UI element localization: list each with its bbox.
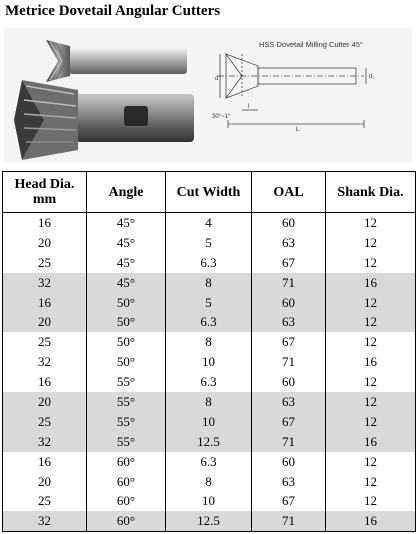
cell-cut-width: 4 xyxy=(166,213,252,233)
cell-oal: 60 xyxy=(252,213,326,233)
cell-oal: 67 xyxy=(252,491,326,511)
cell-cut-width: 10 xyxy=(166,491,252,511)
svg-text:d₁: d₁ xyxy=(369,74,375,80)
cell-angle: 50° xyxy=(87,332,166,352)
cell-shank-dia: 16 xyxy=(326,432,416,452)
cell-angle: 60° xyxy=(87,452,166,472)
cell-angle: 50° xyxy=(87,312,166,332)
header-head-dia: Head Dia. mm xyxy=(3,172,87,213)
cell-shank-dia: 12 xyxy=(326,372,416,392)
table-row xyxy=(3,432,416,452)
cell-angle: 60° xyxy=(87,511,166,531)
cell-oal: 63 xyxy=(252,472,326,492)
cell-cut-width: 6.3 xyxy=(166,452,252,472)
cell-head-dia: 16 xyxy=(3,293,87,313)
cell-cut-width: 8 xyxy=(166,332,252,352)
cell-head-dia: 20 xyxy=(3,472,87,492)
cell-shank-dia: 12 xyxy=(326,213,416,233)
cell-head-dia: 25 xyxy=(3,412,87,432)
cell-cut-width: 6.3 xyxy=(166,253,252,273)
table-row xyxy=(3,491,416,511)
cell-oal: 60 xyxy=(252,452,326,472)
cell-head-dia: 16 xyxy=(3,452,87,472)
cell-cut-width: 6.3 xyxy=(166,372,252,392)
table-row xyxy=(3,233,416,253)
cell-shank-dia: 12 xyxy=(326,253,416,273)
svg-text:L: L xyxy=(296,127,300,133)
cell-head-dia: 16 xyxy=(3,372,87,392)
cell-cut-width: 12.5 xyxy=(166,432,252,452)
cell-angle: 55° xyxy=(87,432,166,452)
cell-oal: 60 xyxy=(252,372,326,392)
cell-head-dia: 20 xyxy=(3,233,87,253)
cell-angle: 45° xyxy=(87,233,166,253)
cell-shank-dia: 12 xyxy=(326,293,416,313)
table-row xyxy=(3,511,416,531)
cell-head-dia: 32 xyxy=(3,273,87,293)
cell-cut-width: 6.3 xyxy=(166,312,252,332)
cell-oal: 60 xyxy=(252,293,326,313)
cell-head-dia: 32 xyxy=(3,432,87,452)
svg-text:d: d xyxy=(215,76,219,82)
cell-oal: 71 xyxy=(252,511,326,531)
cell-angle: 60° xyxy=(87,472,166,492)
cell-head-dia: 20 xyxy=(3,312,87,332)
table-row xyxy=(3,392,416,412)
cell-oal: 67 xyxy=(252,332,326,352)
cell-shank-dia: 16 xyxy=(326,511,416,531)
drawing-caption: HSS Dovetail Milling Cutter 45° xyxy=(259,40,363,49)
table-row xyxy=(3,213,416,233)
table-row xyxy=(3,293,416,313)
cell-angle: 55° xyxy=(87,412,166,432)
cell-oal: 63 xyxy=(252,392,326,412)
cell-shank-dia: 16 xyxy=(326,273,416,293)
header-shank-dia: Shank Dia. xyxy=(326,172,416,213)
cell-shank-dia: 12 xyxy=(326,392,416,412)
table-row xyxy=(3,452,416,472)
cell-head-dia: 16 xyxy=(3,213,87,233)
cell-oal: 71 xyxy=(252,273,326,293)
cell-angle: 45° xyxy=(87,253,166,273)
table-row xyxy=(3,472,416,492)
cell-head-dia: 25 xyxy=(3,491,87,511)
table-row xyxy=(3,332,416,352)
cell-shank-dia: 12 xyxy=(326,233,416,253)
cell-cut-width: 8 xyxy=(166,273,252,293)
cell-angle: 50° xyxy=(87,352,166,372)
header-cut-width: Cut Width xyxy=(166,172,252,213)
cell-shank-dia: 12 xyxy=(326,332,416,352)
svg-text:l: l xyxy=(248,104,250,110)
cell-shank-dia: 12 xyxy=(326,312,416,332)
table-row xyxy=(3,412,416,432)
cell-head-dia: 20 xyxy=(3,392,87,412)
cell-angle: 45° xyxy=(87,273,166,293)
table-body xyxy=(3,213,416,532)
cell-angle: 60° xyxy=(87,491,166,511)
cell-shank-dia: 12 xyxy=(326,412,416,432)
product-figure xyxy=(4,28,412,162)
cell-shank-dia: 12 xyxy=(326,491,416,511)
cell-head-dia: 32 xyxy=(3,352,87,372)
spec-table xyxy=(2,171,416,532)
cell-oal: 63 xyxy=(252,233,326,253)
drawing-angle-label: 30°~1° xyxy=(212,114,231,120)
header-oal: OAL xyxy=(252,172,326,213)
cell-cut-width: 5 xyxy=(166,233,252,253)
cell-head-dia: 32 xyxy=(3,511,87,531)
table-header-row xyxy=(3,172,416,213)
cell-head-dia: 25 xyxy=(3,332,87,352)
cell-cut-width: 5 xyxy=(166,293,252,313)
cell-angle: 55° xyxy=(87,372,166,392)
cell-angle: 55° xyxy=(87,392,166,412)
cell-oal: 67 xyxy=(252,253,326,273)
cell-shank-dia: 16 xyxy=(326,352,416,372)
cell-cut-width: 12.5 xyxy=(166,511,252,531)
cell-oal: 71 xyxy=(252,352,326,372)
cell-angle: 45° xyxy=(87,213,166,233)
cell-shank-dia: 12 xyxy=(326,472,416,492)
cell-oal: 71 xyxy=(252,432,326,452)
table-row xyxy=(3,372,416,392)
cell-cut-width: 10 xyxy=(166,352,252,372)
cell-cut-width: 8 xyxy=(166,392,252,412)
cell-oal: 67 xyxy=(252,412,326,432)
cell-shank-dia: 12 xyxy=(326,452,416,472)
table-row xyxy=(3,352,416,372)
cell-cut-width: 10 xyxy=(166,412,252,432)
table-row xyxy=(3,312,416,332)
page-title: Metrice Dovetail Angular Cutters xyxy=(5,3,221,19)
header-angle: Angle xyxy=(87,172,166,213)
cell-oal: 63 xyxy=(252,312,326,332)
cell-angle: 50° xyxy=(87,293,166,313)
table-row xyxy=(3,273,416,293)
cell-head-dia: 25 xyxy=(3,253,87,273)
table-row xyxy=(3,253,416,273)
cell-cut-width: 8 xyxy=(166,472,252,492)
